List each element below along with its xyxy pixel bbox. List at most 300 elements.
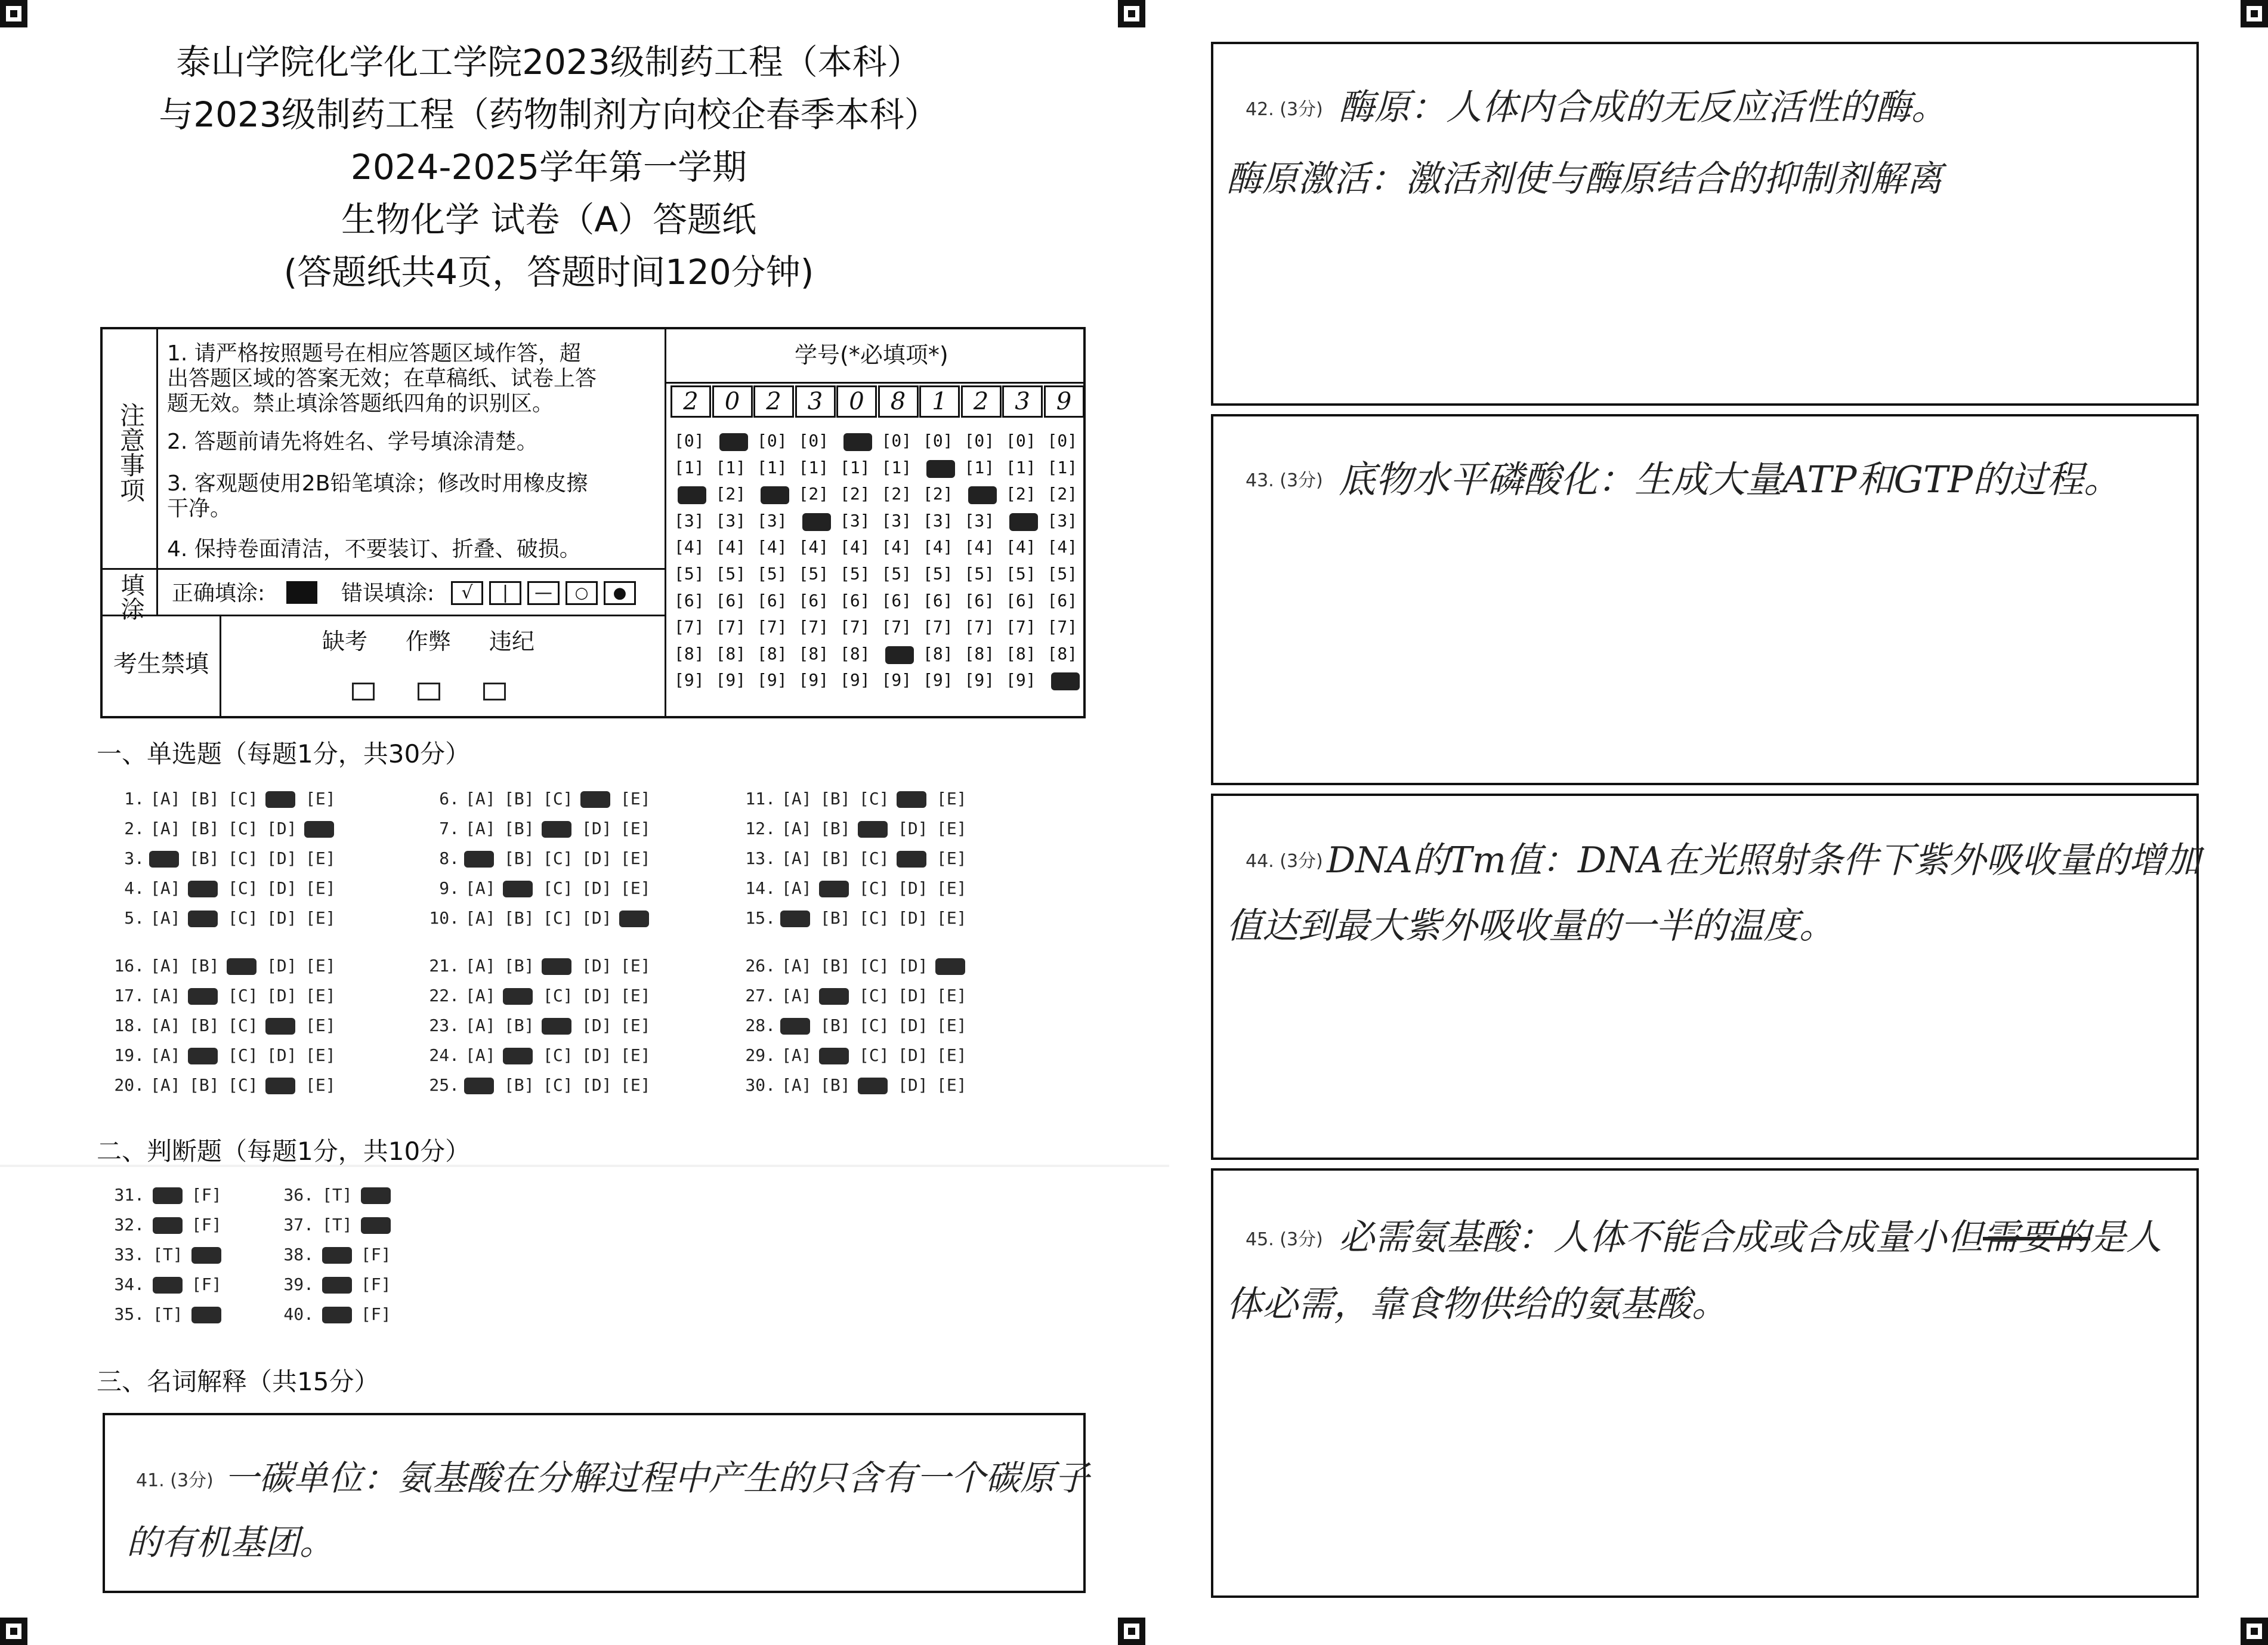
answer-bubble[interactable]: [C] <box>228 789 258 808</box>
student-id-bubble[interactable]: [5] <box>757 564 787 584</box>
filled-answer-bubble[interactable] <box>188 988 218 1005</box>
student-id-bubble[interactable]: [7] <box>798 617 829 637</box>
student-id-digit-box[interactable]: 1 <box>919 385 960 418</box>
answer-bubble[interactable]: [E] <box>620 1045 651 1065</box>
student-id-bubble[interactable]: [5] <box>923 564 953 584</box>
answer-bubble[interactable]: [A] <box>465 956 496 976</box>
answer-bubble[interactable]: [F] <box>361 1304 391 1324</box>
exam-title <box>143 36 954 298</box>
student-id-bubble[interactable]: [6] <box>674 590 704 610</box>
answer-bubble[interactable]: [E] <box>937 819 967 838</box>
student-id-grid[interactable] <box>666 384 1083 716</box>
answer-bubble[interactable]: [E] <box>937 908 967 928</box>
answer-bubble[interactable]: [E] <box>620 878 651 898</box>
student-id-bubble[interactable]: [4] <box>798 537 829 557</box>
filled-answer-bubble[interactable] <box>153 1187 183 1204</box>
student-id-bubble[interactable]: [9] <box>840 670 870 690</box>
filled-answer-bubble[interactable] <box>188 1048 218 1064</box>
answer-bubble[interactable]: [F] <box>361 1274 391 1294</box>
student-id-bubble[interactable]: [2] <box>1006 484 1036 504</box>
filled-answer-bubble[interactable] <box>780 911 810 927</box>
answer-bubble[interactable]: [A] <box>150 878 181 898</box>
student-id-digit-box[interactable]: 9 <box>1044 385 1084 418</box>
filled-answer-bubble[interactable] <box>619 911 649 927</box>
answer-bubble[interactable]: [B] <box>189 789 220 808</box>
student-id-bubble[interactable]: [9] <box>757 670 787 690</box>
answer-bubble[interactable]: [D] <box>267 1045 297 1065</box>
student-id-bubble[interactable]: [0] <box>881 431 912 450</box>
student-id-filled-bubble[interactable] <box>1009 513 1038 531</box>
absent-checkbox[interactable] <box>352 683 375 700</box>
filled-answer-bubble[interactable] <box>188 911 218 927</box>
answer-bubble[interactable]: [C] <box>859 848 889 868</box>
filled-answer-bubble[interactable] <box>464 851 494 868</box>
answer-bubble[interactable]: [D] <box>898 908 928 928</box>
student-id-bubble[interactable]: [3] <box>1047 510 1078 530</box>
student-id-digit-box[interactable]: 0 <box>712 385 753 418</box>
student-id-bubble[interactable]: [8] <box>715 643 746 663</box>
filled-answer-bubble[interactable] <box>897 851 926 868</box>
filled-answer-bubble[interactable] <box>858 821 888 838</box>
answer-bubble[interactable]: [C] <box>543 878 573 898</box>
student-id-digit-box[interactable]: 2 <box>961 385 1002 418</box>
answer-bubble[interactable]: [D] <box>582 1045 612 1065</box>
student-id-digit-box[interactable]: 0 <box>836 385 877 418</box>
student-id-bubble[interactable]: [8] <box>1006 643 1036 663</box>
student-id-bubble[interactable]: [8] <box>923 643 953 663</box>
student-id-bubble[interactable]: [9] <box>674 670 704 690</box>
student-id-bubble[interactable]: [3] <box>840 510 870 530</box>
answer-bubble[interactable]: [E] <box>620 956 651 976</box>
answer-bubble[interactable]: [D] <box>898 1045 928 1065</box>
student-id-bubble[interactable]: [0] <box>757 431 787 450</box>
answer-bubble[interactable]: [A] <box>150 1045 181 1065</box>
student-id-bubble[interactable]: [4] <box>1006 537 1036 557</box>
answer-bubble[interactable]: [B] <box>504 908 534 928</box>
filled-answer-bubble[interactable] <box>361 1187 391 1204</box>
answer-bubble[interactable]: [A] <box>465 789 496 808</box>
answer-bubble[interactable]: [D] <box>898 1016 928 1035</box>
student-id-bubble[interactable]: [4] <box>923 537 953 557</box>
answer-bubble[interactable]: [A] <box>781 819 812 838</box>
student-id-bubble[interactable]: [7] <box>881 617 912 637</box>
question-number: 18. <box>114 1016 144 1035</box>
answer-45-line-1 <box>1339 1209 2162 1260</box>
answer-bubble[interactable]: [E] <box>620 819 651 838</box>
filled-answer-bubble[interactable] <box>464 1078 494 1094</box>
answer-bubble[interactable]: [E] <box>620 848 651 868</box>
question-41-number: 41. (3分) <box>136 1470 214 1491</box>
answer-bubble[interactable]: [C] <box>859 1016 889 1035</box>
answer-bubble[interactable]: [F] <box>191 1185 222 1205</box>
answer-bubble[interactable]: [T] <box>322 1215 353 1234</box>
filled-answer-bubble[interactable] <box>191 1247 221 1264</box>
student-id-bubble[interactable]: [9] <box>715 670 746 690</box>
filled-answer-bubble[interactable] <box>542 1018 571 1035</box>
answer-bubble[interactable]: [B] <box>504 789 534 808</box>
answer-bubble[interactable]: [A] <box>781 789 812 808</box>
answer-box-42[interactable] <box>1211 42 2199 406</box>
answer-bubble[interactable]: [A] <box>781 1075 812 1095</box>
answer-bubble[interactable]: [A] <box>150 789 181 808</box>
answer-bubble[interactable]: [C] <box>543 908 573 928</box>
answer-bubble[interactable]: [D] <box>898 986 928 1005</box>
student-id-bubble[interactable]: [8] <box>964 643 995 663</box>
answer-bubble[interactable]: [A] <box>150 819 181 838</box>
answer-bubble[interactable]: [A] <box>781 956 812 976</box>
student-id-bubble[interactable]: [6] <box>798 590 829 610</box>
answer-bubble[interactable]: [A] <box>465 878 496 898</box>
student-id-bubble[interactable]: [7] <box>757 617 787 637</box>
filled-answer-bubble[interactable] <box>580 791 610 808</box>
answer-box-41[interactable] <box>103 1413 1090 1593</box>
answer-bubble[interactable]: [T] <box>153 1245 183 1264</box>
student-id-bubble[interactable]: [3] <box>715 510 746 530</box>
answer-bubble[interactable]: [E] <box>305 848 336 868</box>
answer-bubble[interactable]: [D] <box>582 848 612 868</box>
answer-bubble[interactable]: [A] <box>150 908 181 928</box>
answer-bubble[interactable]: [D] <box>898 878 928 898</box>
cheat-checkbox[interactable] <box>418 683 440 700</box>
filled-answer-bubble[interactable] <box>780 1018 810 1035</box>
student-id-bubble[interactable]: [8] <box>840 643 870 663</box>
cheat-label: 作弊 <box>406 628 452 655</box>
student-id-bubble[interactable]: [5] <box>840 564 870 584</box>
student-id-bubble[interactable]: [0] <box>964 431 995 450</box>
answer-bubble[interactable]: [E] <box>620 1016 651 1035</box>
student-id-bubble[interactable]: [4] <box>1047 537 1078 557</box>
student-id-bubble[interactable]: [2] <box>881 484 912 504</box>
answer-bubble[interactable]: [E] <box>305 908 336 928</box>
answer-bubble[interactable]: [A] <box>150 1016 181 1035</box>
filled-answer-bubble[interactable] <box>153 1217 183 1234</box>
answer-bubble[interactable]: [B] <box>189 956 220 976</box>
student-id-bubble[interactable]: [7] <box>674 617 704 637</box>
answer-bubble[interactable]: [B] <box>820 908 851 928</box>
answer-bubble[interactable]: [C] <box>543 789 573 808</box>
answer-bubble[interactable]: [T] <box>153 1304 183 1324</box>
filled-answer-bubble[interactable] <box>858 1078 888 1094</box>
student-id-bubble[interactable]: [7] <box>964 617 995 637</box>
answer-bubble[interactable]: [C] <box>228 1075 258 1095</box>
answer-bubble[interactable]: [D] <box>898 956 928 976</box>
answer-bubble[interactable]: [E] <box>620 1075 651 1095</box>
student-id-bubble[interactable]: [8] <box>798 643 829 663</box>
student-id-bubble[interactable]: [4] <box>840 537 870 557</box>
answer-bubble[interactable]: [A] <box>465 819 496 838</box>
student-id-filled-bubble[interactable] <box>802 513 831 531</box>
filled-answer-bubble[interactable] <box>819 1048 849 1064</box>
answer-bubble[interactable]: [A] <box>465 1016 496 1035</box>
answer-bubble[interactable]: [C] <box>543 1045 573 1065</box>
student-id-digit-box[interactable]: 2 <box>670 385 711 418</box>
answer-bubble[interactable]: [C] <box>228 1045 258 1065</box>
answer-bubble[interactable]: [C] <box>543 986 573 1005</box>
question-number: 11. <box>745 789 775 808</box>
student-id-bubble[interactable]: [0] <box>674 431 704 450</box>
answer-bubble[interactable]: [D] <box>582 908 612 928</box>
student-id-digit-box[interactable]: 2 <box>753 385 794 418</box>
student-id-bubble[interactable]: [1] <box>715 457 746 477</box>
student-id-bubble[interactable]: [0] <box>1006 431 1036 450</box>
answer-bubble[interactable]: [C] <box>859 789 889 808</box>
answer-bubble[interactable]: [B] <box>504 819 534 838</box>
student-id-bubble[interactable]: [5] <box>715 564 746 584</box>
answer-bubble[interactable]: [E] <box>937 1075 967 1095</box>
student-id-bubble[interactable]: [6] <box>840 590 870 610</box>
answer-bubble[interactable]: [D] <box>898 1075 928 1095</box>
answer-bubble[interactable]: [D] <box>267 848 297 868</box>
student-id-digit-box[interactable]: 8 <box>878 385 919 418</box>
student-id-bubble[interactable]: [9] <box>881 670 912 690</box>
student-id-bubble[interactable]: [5] <box>881 564 912 584</box>
filled-answer-bubble[interactable] <box>503 881 533 897</box>
answer-bubble[interactable]: [F] <box>191 1215 222 1234</box>
filled-answer-bubble[interactable] <box>542 821 571 838</box>
answer-bubble[interactable]: [E] <box>305 1045 336 1065</box>
student-id-bubble[interactable]: [1] <box>674 457 704 477</box>
student-id-bubble[interactable]: [5] <box>1006 564 1036 584</box>
answer-bubble[interactable]: [C] <box>859 908 889 928</box>
answer-bubble[interactable]: [D] <box>582 1075 612 1095</box>
filled-answer-bubble[interactable] <box>149 851 179 868</box>
student-id-filled-bubble[interactable] <box>761 486 789 504</box>
student-id-filled-bubble[interactable] <box>968 486 997 504</box>
answer-bubble[interactable]: [A] <box>465 986 496 1005</box>
student-id-bubble[interactable]: [9] <box>964 670 995 690</box>
answer-bubble[interactable]: [A] <box>781 986 812 1005</box>
answer-bubble[interactable]: [E] <box>937 1045 967 1065</box>
answer-bubble[interactable]: [A] <box>781 848 812 868</box>
question-number: 28. <box>745 1016 775 1035</box>
notice-label: 注意事项 <box>116 402 146 502</box>
answer-bubble[interactable]: [B] <box>820 1016 851 1035</box>
filled-answer-bubble[interactable] <box>191 1307 221 1323</box>
student-id-bubble[interactable]: [9] <box>923 670 953 690</box>
student-id-filled-bubble[interactable] <box>678 486 706 504</box>
student-id-bubble[interactable]: [7] <box>923 617 953 637</box>
answer-bubble[interactable]: [A] <box>465 908 496 928</box>
answer-bubble[interactable]: [E] <box>620 789 651 808</box>
student-id-filled-bubble[interactable] <box>843 433 872 451</box>
student-id-bubble[interactable]: [6] <box>923 590 953 610</box>
student-id-filled-bubble[interactable] <box>885 646 914 664</box>
answer-box-44[interactable] <box>1211 794 2199 1160</box>
answer-bubble[interactable]: [C] <box>543 1075 573 1095</box>
student-id-bubble[interactable]: [9] <box>1006 670 1036 690</box>
student-id-bubble[interactable]: [3] <box>757 510 787 530</box>
answer-bubble[interactable]: [E] <box>937 1016 967 1035</box>
title-line-4: 生物化学 试卷（A）答题纸 <box>341 199 757 240</box>
student-id-bubble[interactable]: [4] <box>964 537 995 557</box>
filled-answer-bubble[interactable] <box>819 988 849 1005</box>
answer-box-45[interactable] <box>1211 1168 2199 1598</box>
answer-bubble[interactable]: [C] <box>859 956 889 976</box>
student-id-bubble[interactable]: [2] <box>1047 484 1078 504</box>
answer-bubble[interactable]: [E] <box>937 878 967 898</box>
student-id-bubble[interactable]: [1] <box>881 457 912 477</box>
filled-answer-bubble[interactable] <box>265 1018 295 1035</box>
student-id-bubble[interactable]: [6] <box>881 590 912 610</box>
answer-bubble[interactable]: [C] <box>859 878 889 898</box>
answer-bubble[interactable]: [C] <box>859 1045 889 1065</box>
student-id-bubble[interactable]: [3] <box>923 510 953 530</box>
answer-bubble[interactable]: [D] <box>267 956 297 976</box>
student-id-digit-box[interactable]: 3 <box>795 385 836 418</box>
student-id-bubble[interactable]: [6] <box>715 590 746 610</box>
filled-answer-bubble[interactable] <box>322 1307 352 1323</box>
student-id-bubble[interactable]: [6] <box>757 590 787 610</box>
answer-bubble[interactable]: [E] <box>305 986 336 1005</box>
filled-answer-bubble[interactable] <box>265 791 295 808</box>
student-id-bubble[interactable]: [4] <box>674 537 704 557</box>
student-id-bubble[interactable]: [1] <box>964 457 995 477</box>
student-id-bubble[interactable]: [3] <box>674 510 704 530</box>
filled-answer-bubble[interactable] <box>322 1247 352 1264</box>
student-id-bubble[interactable]: [6] <box>1047 590 1078 610</box>
answer-bubble[interactable]: [B] <box>820 819 851 838</box>
student-id-bubble[interactable]: [5] <box>964 564 995 584</box>
student-id-bubble[interactable]: [4] <box>715 537 746 557</box>
student-id-filled-bubble[interactable] <box>926 460 955 478</box>
answer-bubble[interactable]: [E] <box>305 878 336 898</box>
answer-bubble[interactable]: [C] <box>543 848 573 868</box>
student-id-bubble[interactable]: [1] <box>798 457 829 477</box>
student-id-bubble[interactable]: [1] <box>1047 457 1078 477</box>
answer-bubble[interactable]: [C] <box>228 908 258 928</box>
answer-bubble[interactable]: [A] <box>150 956 181 976</box>
student-id-bubble[interactable]: [0] <box>798 431 829 450</box>
student-id-bubble[interactable]: [9] <box>798 670 829 690</box>
answer-bubble[interactable]: [A] <box>781 1045 812 1065</box>
filled-answer-bubble[interactable] <box>265 1078 295 1094</box>
student-id-bubble[interactable]: [2] <box>715 484 746 504</box>
student-id-bubble[interactable]: [3] <box>964 510 995 530</box>
filled-answer-bubble[interactable] <box>227 958 257 975</box>
answer-bubble[interactable]: [B] <box>189 1016 220 1035</box>
answer-bubble[interactable]: [D] <box>267 878 297 898</box>
answer-bubble[interactable]: [C] <box>228 848 258 868</box>
filled-answer-bubble[interactable] <box>542 958 571 975</box>
student-id-bubble[interactable]: [7] <box>1006 617 1036 637</box>
answer-bubble[interactable]: [B] <box>504 956 534 976</box>
filled-answer-bubble[interactable] <box>188 881 218 897</box>
answer-bubble[interactable]: [B] <box>189 848 220 868</box>
student-id-bubble[interactable]: [5] <box>798 564 829 584</box>
answer-bubble[interactable]: [A] <box>465 1045 496 1065</box>
student-id-bubble[interactable]: [5] <box>674 564 704 584</box>
answer-bubble[interactable]: [B] <box>820 789 851 808</box>
answer-box-43[interactable] <box>1211 414 2199 785</box>
student-id-bubble[interactable]: [8] <box>674 643 704 663</box>
answer-bubble[interactable]: [A] <box>781 878 812 898</box>
student-id-bubble[interactable]: [7] <box>715 617 746 637</box>
answer-bubble[interactable]: [B] <box>820 848 851 868</box>
answer-bubble[interactable]: [D] <box>582 819 612 838</box>
student-id-bubble[interactable]: [7] <box>840 617 870 637</box>
answer-bubble[interactable]: [B] <box>820 956 851 976</box>
student-id-bubble[interactable]: [7] <box>1047 617 1078 637</box>
student-id-filled-bubble[interactable] <box>719 433 748 451</box>
answer-bubble[interactable]: [C] <box>859 986 889 1005</box>
filled-answer-bubble[interactable] <box>935 958 965 975</box>
student-id-bubble[interactable]: [8] <box>1047 643 1078 663</box>
student-id-bubble[interactable]: [2] <box>923 484 953 504</box>
answer-bubble[interactable]: [E] <box>937 848 967 868</box>
answer-bubble[interactable]: [E] <box>305 1075 336 1095</box>
answer-bubble[interactable]: [A] <box>150 986 181 1005</box>
answer-bubble[interactable]: [E] <box>305 1016 336 1035</box>
answer-bubble[interactable]: [E] <box>937 986 967 1005</box>
violation-checkbox[interactable] <box>483 683 506 700</box>
filled-answer-bubble[interactable] <box>819 881 849 897</box>
answer-bubble[interactable]: [D] <box>267 908 297 928</box>
answer-bubble[interactable]: [E] <box>305 789 336 808</box>
question-number: 32. <box>114 1215 144 1234</box>
student-id-bubble[interactable]: [6] <box>1006 590 1036 610</box>
answer-bubble[interactable]: [D] <box>582 986 612 1005</box>
answer-bubble[interactable]: [D] <box>267 819 297 838</box>
student-id-bubble[interactable]: [8] <box>757 643 787 663</box>
filled-answer-bubble[interactable] <box>897 791 926 808</box>
student-id-bubble[interactable]: [4] <box>757 537 787 557</box>
student-id-bubble[interactable]: [6] <box>964 590 995 610</box>
filled-answer-bubble[interactable] <box>361 1217 391 1234</box>
student-id-bubble[interactable]: [5] <box>1047 564 1078 584</box>
answer-bubble[interactable]: [E] <box>620 986 651 1005</box>
answer-bubble[interactable]: [B] <box>820 1075 851 1095</box>
answer-bubble[interactable]: [F] <box>361 1245 391 1264</box>
answer-bubble[interactable]: [C] <box>228 878 258 898</box>
filled-answer-bubble[interactable] <box>304 821 334 838</box>
answer-bubble[interactable]: [B] <box>189 819 220 838</box>
student-id-bubble[interactable]: [1] <box>1006 457 1036 477</box>
answer-bubble[interactable]: [E] <box>305 956 336 976</box>
student-id-bubble[interactable]: [2] <box>840 484 870 504</box>
answer-bubble[interactable]: [C] <box>228 1016 258 1035</box>
answer-bubble[interactable]: [B] <box>504 1016 534 1035</box>
filled-answer-bubble[interactable] <box>503 988 533 1005</box>
student-id-bubble[interactable]: [4] <box>881 537 912 557</box>
answer-bubble[interactable]: [T] <box>322 1185 353 1205</box>
answer-bubble[interactable]: [B] <box>504 1075 534 1095</box>
answer-bubble[interactable]: [D] <box>898 819 928 838</box>
student-id-bubble[interactable]: [1] <box>840 457 870 477</box>
filled-answer-bubble[interactable] <box>322 1277 352 1294</box>
answer-bubble[interactable]: [A] <box>150 1075 181 1095</box>
answer-bubble[interactable]: [D] <box>582 956 612 976</box>
answer-bubble[interactable]: [E] <box>937 789 967 808</box>
student-id-bubble[interactable]: [1] <box>757 457 787 477</box>
student-id-bubble[interactable]: [3] <box>881 510 912 530</box>
answer-bubble[interactable]: [D] <box>582 1016 612 1035</box>
student-id-filled-bubble[interactable] <box>1051 672 1080 690</box>
answer-bubble[interactable]: [D] <box>582 878 612 898</box>
student-id-bubble[interactable]: [0] <box>923 431 953 450</box>
student-id-digit-box[interactable]: 3 <box>1002 385 1043 418</box>
answer-bubble[interactable]: [C] <box>228 986 258 1005</box>
answer-bubble[interactable]: [F] <box>191 1274 222 1294</box>
student-id-bubble[interactable]: [0] <box>1047 431 1078 450</box>
answer-bubble[interactable]: [C] <box>228 819 258 838</box>
answer-bubble[interactable]: [D] <box>267 986 297 1005</box>
filled-answer-bubble[interactable] <box>153 1277 183 1294</box>
student-id-bubble[interactable]: [2] <box>798 484 829 504</box>
registration-mark-bottom-center <box>1118 1618 1145 1645</box>
filled-answer-bubble[interactable] <box>503 1048 533 1064</box>
answer-bubble[interactable]: [B] <box>504 848 534 868</box>
answer-bubble[interactable]: [B] <box>189 1075 220 1095</box>
